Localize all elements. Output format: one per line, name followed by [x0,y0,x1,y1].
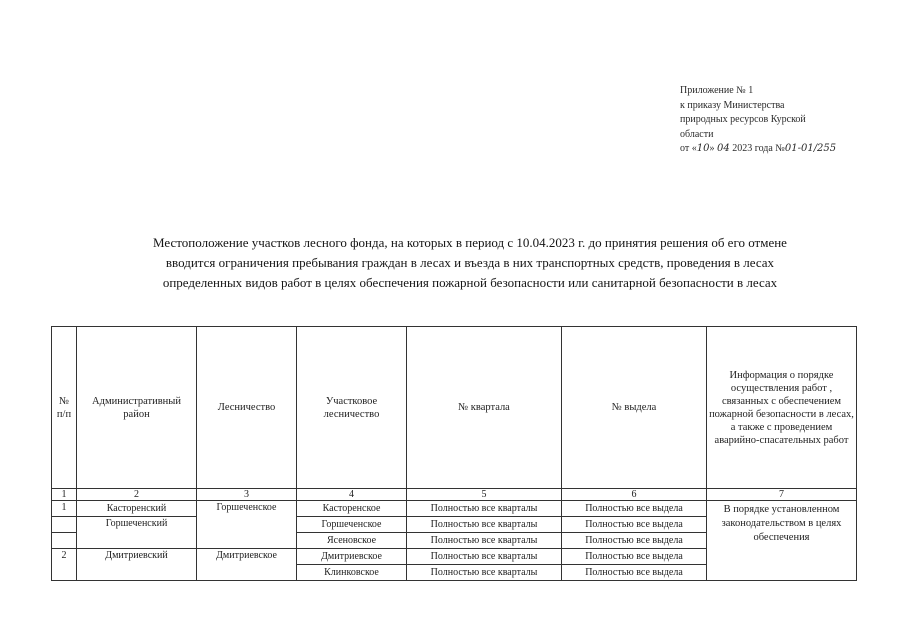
cell-num [52,533,77,549]
cell-plot: Полностью все выдела [562,517,707,533]
cell-local: Горшеченское [297,517,407,533]
appendix-line-4: области [680,128,714,140]
order-number: 01-01/255 [784,143,837,154]
cell-plot: Полностью все выдела [562,565,707,581]
title-line-1: Местоположение участков лесного фонда, на которых в период с 10.04.2023 г. до принятия решения об его отмене [153,235,787,250]
cell-quarter: Полностью все кварталы [407,533,562,549]
forest-plots-table [51,326,857,581]
cell-local: Касторенское [297,501,407,517]
col-number: 3 [197,489,297,501]
appendix-line-2: к приказу Министерства [680,99,785,111]
cell-plot: Полностью все выдела [562,501,707,517]
header-row [52,327,857,489]
cell-quarter: Полностью все кварталы [407,565,562,581]
header-district: Административный район [77,327,197,489]
header-local-forestry: Участковое лесничество [297,327,407,489]
cell-num [52,517,77,533]
col-number: 7 [707,489,857,501]
header-plot: № выдела [562,327,707,489]
header-info: Информация о порядке осуществления работ , связанных с обеспечением пожарной безопасности в лесах, а также с проведением аварийно-спасательных работ [707,327,857,489]
date-year: 2023 года № [729,143,785,154]
cell-district: Дмитриевский [77,549,197,581]
title-line-2: вводится ограничения пребывания граждан в лесах и въезда в них транспортных средств, проведения в лесах [165,255,775,270]
appendix-line-1: Приложение № 1 [680,85,754,96]
cell-quarter: Полностью все кварталы [407,501,562,517]
cell-plot: Полностью все выдела [562,533,707,549]
cell-forestry: Горшеченское [197,501,297,549]
column-numbers-row [52,489,857,501]
cell-quarter: Полностью все кварталы [407,549,562,565]
cell-district: Касторенский [77,501,197,517]
appendix-block [680,84,895,157]
cell-district: Горшеченский [77,517,197,549]
col-number: 6 [562,489,707,501]
cell-num: 1 [52,501,77,517]
table-row [52,501,857,517]
document-title [70,233,870,293]
date-day: 10 [696,143,710,154]
header-num: № п/п [52,327,77,489]
col-number: 1 [52,489,77,501]
appendix-date-line [680,142,895,157]
cell-plot: Полностью все выдела [562,549,707,565]
header-quarter: № квартала [407,327,562,489]
cell-local: Ясеновское [297,533,407,549]
col-number: 4 [297,489,407,501]
cell-local: Дмитриевское [297,549,407,565]
cell-forestry: Дмитриевское [197,549,297,581]
cell-num: 2 [52,549,77,581]
date-prefix: от « [680,143,697,154]
col-number: 2 [77,489,197,501]
col-number: 5 [407,489,562,501]
cell-quarter: Полностью все кварталы [407,517,562,533]
date-mid: » [709,143,717,154]
appendix-line-3: природных ресурсов Курской [680,114,806,125]
cell-note: В порядке установленном законодательством в целях обеспечения [707,501,857,581]
title-line-3: определенных видов работ в целях обеспечения пожарной безопасности или санитарной безопасности в лесах [162,275,778,290]
date-month: 04 [716,143,730,154]
header-forestry: Лесничество [197,327,297,489]
cell-local: Клинковское [297,565,407,581]
